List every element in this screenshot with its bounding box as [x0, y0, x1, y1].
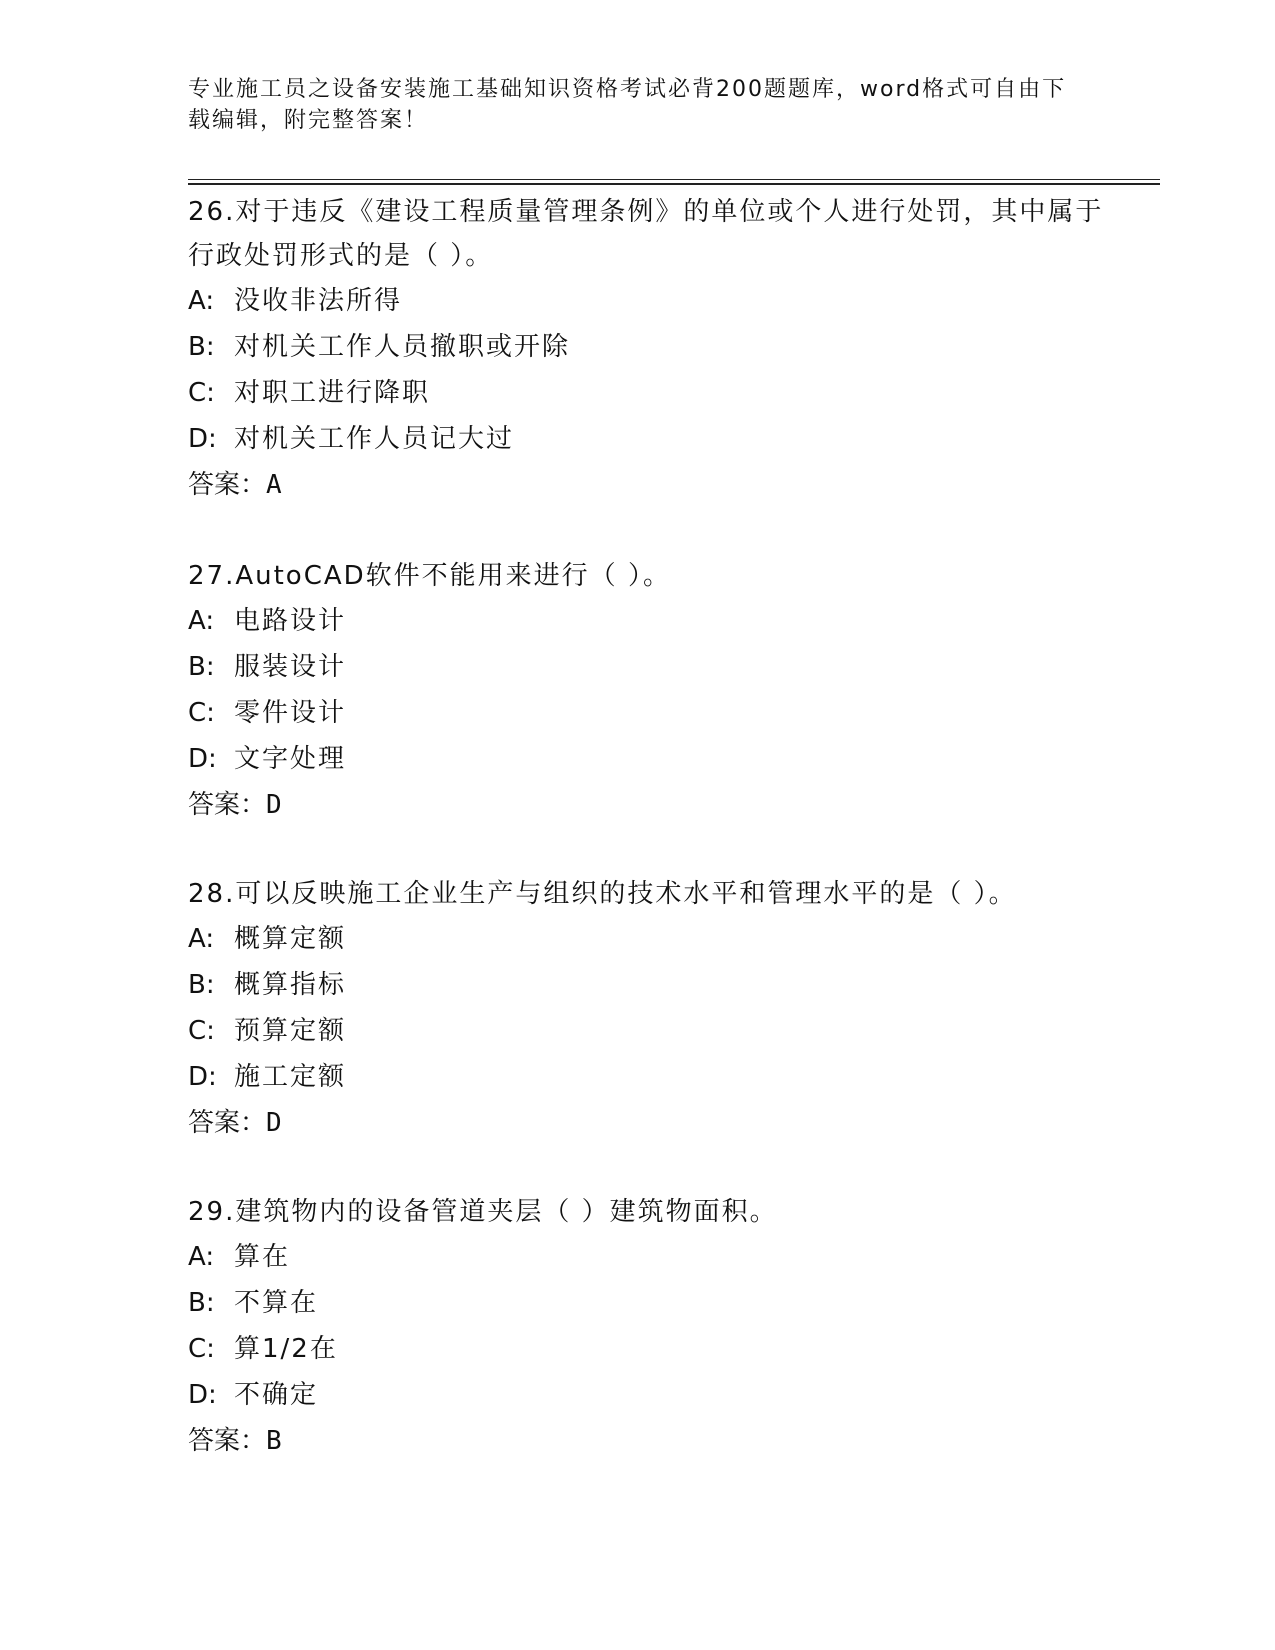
answer-line [188, 782, 1128, 828]
option-text: 不算在 [234, 1288, 319, 1318]
option-text: 对机关工作人员记大过 [234, 424, 515, 454]
answer-value: D [266, 1108, 282, 1138]
answer-label: 答案： [188, 1108, 267, 1138]
option-text: 电路设计 [234, 606, 347, 636]
option-a [188, 278, 1128, 324]
option-key: A: [188, 1242, 215, 1272]
option-d [188, 1372, 1128, 1418]
answer-label: 答案： [188, 1426, 267, 1456]
option-key: D: [188, 424, 217, 454]
option-text: 不确定 [234, 1380, 319, 1410]
option-text: 对机关工作人员撤职或开除 [234, 332, 571, 362]
option-text: 概算指标 [234, 970, 347, 1000]
option-c [188, 690, 1128, 736]
option-text: 没收非法所得 [234, 286, 403, 316]
answer-line [188, 1418, 1128, 1464]
answer-line [188, 462, 1128, 508]
question-stem: 29.建筑物内的设备管道夹层（ ）建筑物面积。 [188, 1197, 778, 1227]
question-29 [188, 1190, 1128, 1464]
option-text: 文字处理 [234, 744, 347, 774]
option-a [188, 1234, 1128, 1280]
option-key: B: [188, 332, 215, 362]
option-b [188, 1280, 1128, 1326]
option-text: 服装设计 [234, 652, 347, 682]
option-text: 对职工进行降职 [234, 378, 431, 408]
header-divider-thin [188, 179, 1160, 180]
option-text: 概算定额 [234, 924, 347, 954]
option-d [188, 1054, 1128, 1100]
question-27 [188, 554, 1128, 828]
option-text: 算在 [234, 1242, 291, 1272]
option-b [188, 324, 1128, 370]
option-a [188, 916, 1128, 962]
option-key: B: [188, 970, 215, 1000]
answer-label: 答案： [188, 470, 267, 500]
question-stem: 28.可以反映施工企业生产与组织的技术水平和管理水平的是（ ）。 [188, 879, 1017, 909]
document-header [188, 74, 1088, 136]
option-a [188, 598, 1128, 644]
option-b [188, 644, 1128, 690]
answer-value: B [266, 1426, 282, 1456]
option-c [188, 1008, 1128, 1054]
header-intro-text: 专业施工员之设备安装施工基础知识资格考试必背200题题库，word格式可自由下载编辑，附完整答案！ [188, 77, 1067, 133]
option-text: 预算定额 [234, 1016, 347, 1046]
option-key: B: [188, 1288, 215, 1318]
answer-value: D [266, 790, 282, 820]
option-key: B: [188, 652, 215, 682]
option-key: A: [188, 924, 215, 954]
question-stem: 27.AutoCAD软件不能用来进行（ ）。 [188, 561, 671, 591]
question-28 [188, 872, 1128, 1146]
option-b [188, 962, 1128, 1008]
answer-line [188, 1100, 1128, 1146]
option-key: A: [188, 286, 215, 316]
option-c [188, 1326, 1128, 1372]
option-key: D: [188, 1380, 217, 1410]
answer-value: A [266, 470, 282, 500]
option-key: A: [188, 606, 215, 636]
question-26 [188, 190, 1128, 508]
option-text: 施工定额 [234, 1062, 347, 1092]
option-d [188, 736, 1128, 782]
option-key: D: [188, 744, 217, 774]
question-stem: 26.对于违反《建设工程质量管理条例》的单位或个人进行处罚，其中属于行政处罚形式的是（ ）。 [188, 197, 1104, 271]
option-c [188, 370, 1128, 416]
option-key: C: [188, 1334, 215, 1364]
option-text: 算1/2在 [234, 1334, 338, 1364]
option-key: C: [188, 1016, 215, 1046]
option-key: C: [188, 378, 215, 408]
option-d [188, 416, 1128, 462]
option-key: C: [188, 698, 215, 728]
header-divider-thick [188, 183, 1160, 185]
option-key: D: [188, 1062, 217, 1092]
option-text: 零件设计 [234, 698, 347, 728]
answer-label: 答案： [188, 790, 267, 820]
